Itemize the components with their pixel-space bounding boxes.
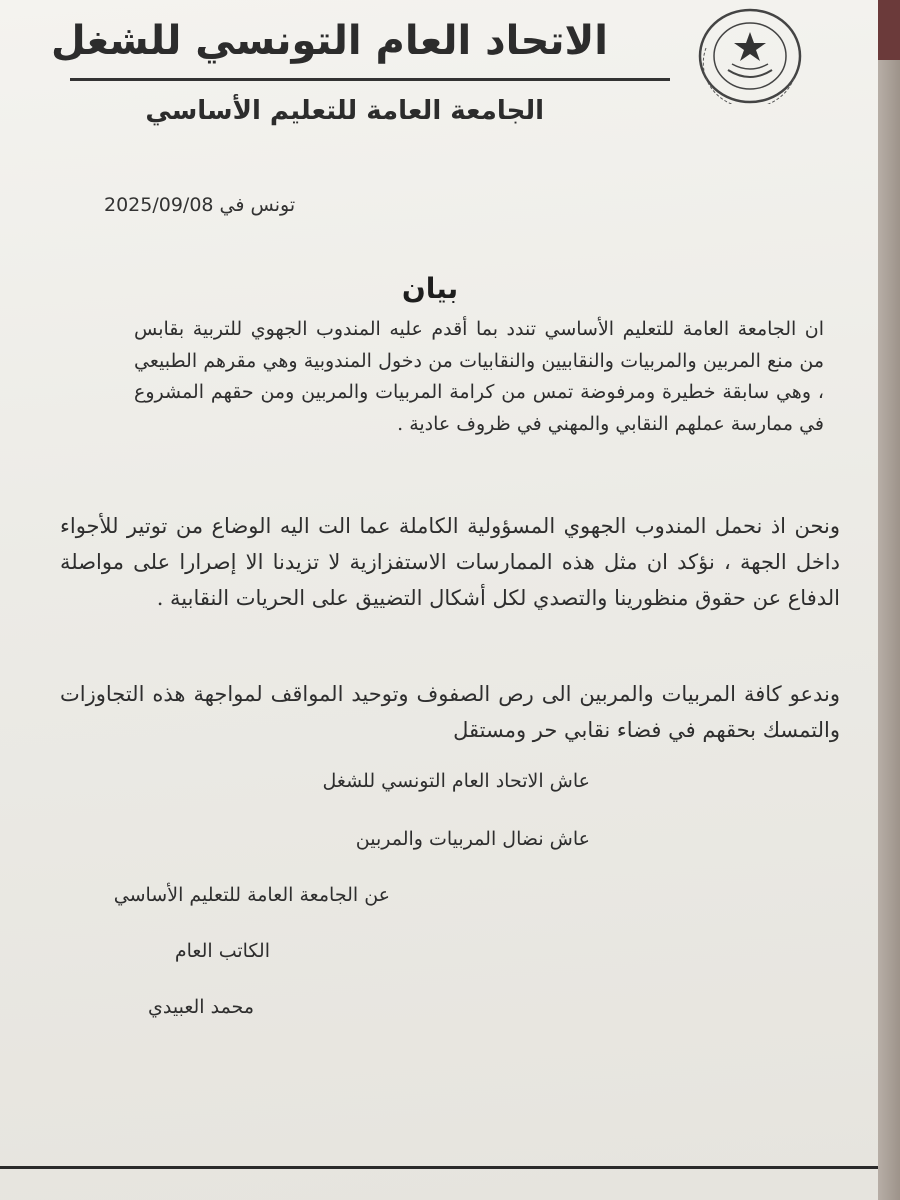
date-line: تونس في 2025/09/08 xyxy=(104,194,296,216)
slogan-2: عاش نضال المربيات والمربين xyxy=(355,828,590,850)
footer-divider xyxy=(0,1166,880,1169)
header-divider xyxy=(70,78,670,81)
slogan-1: عاش الاتحاد العام التونسي للشغل xyxy=(322,770,590,792)
ugtt-seal-icon xyxy=(698,8,802,104)
signature-name: محمد العبيدي xyxy=(148,996,254,1018)
organization-name: الاتحاد العام التونسي للشغل xyxy=(51,18,608,64)
background-corner xyxy=(878,0,900,60)
paragraph-1: ان الجامعة العامة للتعليم الأساسي تندد بما أقدم عليه المندوب الجهوي للتربية بقابس من منع المربين والمربيات والنقابيين والنقابيات من دخول المندوبية وهي مقرهم الطبيعي ، وهي سابقة خطيرة ومرفوضة تمس من كرامة المربيات والمربين ومن حقهم المشروع في ممارسة عملهم النقابي والمهني في ظروف عادية . xyxy=(134,318,824,435)
signature-on-behalf: عن الجامعة العامة للتعليم الأساسي xyxy=(113,884,390,906)
paragraph-3: وندعو كافة المربيات والمربين الى رص الصفوف وتوحيد المواقف لمواجهة هذه التجاوزات والتمسك بحقهم في فضاء نقابي حر ومستقل xyxy=(60,682,840,742)
federation-name: الجامعة العامة للتعليم الأساسي xyxy=(145,96,544,126)
document-title xyxy=(0,272,880,305)
paragraph-2: ونحن اذ نحمل المندوب الجهوي المسؤولية الكاملة عما الت اليه الوضاع من توتير للأجواء داخل الجهة ، نؤكد ان مثل هذه الممارسات الاستفزازية لا تزيدنا الا إصرارا على مواصلة الدفاع عن حقوق منظورينا والتصدي لكل أشكال التضييق على الحريات النقابية . xyxy=(60,514,840,610)
document-title-text: بيان xyxy=(401,272,459,305)
background-edge xyxy=(878,60,900,1200)
signature-role: الكاتب العام xyxy=(174,940,270,962)
